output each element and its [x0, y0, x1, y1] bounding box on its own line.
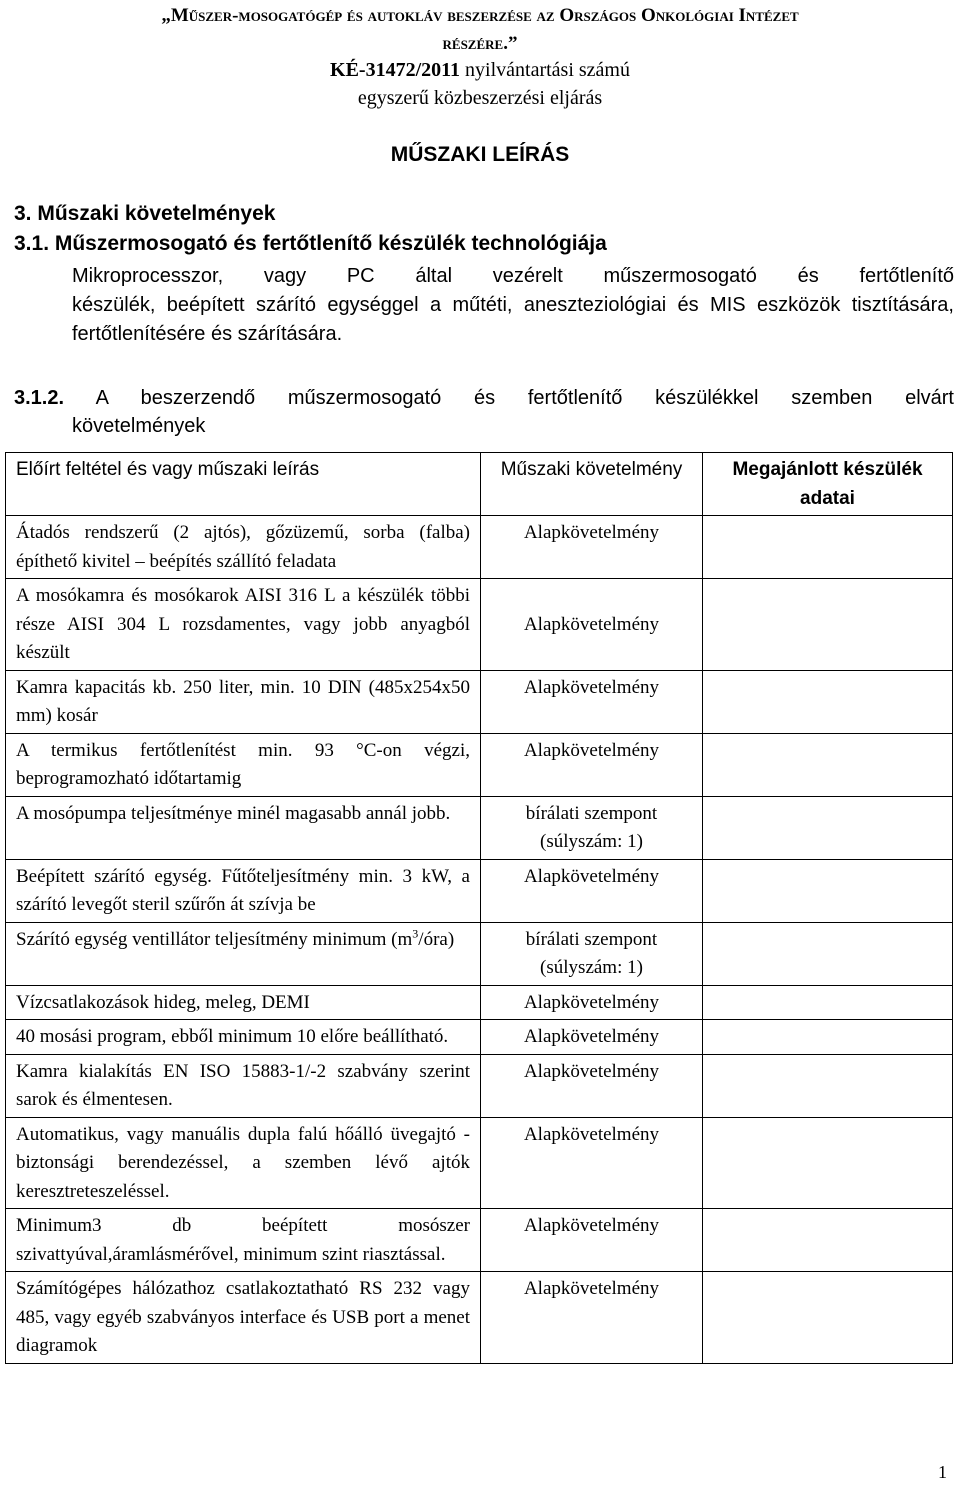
header-cell-condition: Előírt feltétel és vagy műszaki leírás	[6, 453, 481, 516]
table-row	[6, 796, 953, 859]
table-row	[6, 670, 953, 733]
row-offer[interactable]	[703, 1272, 953, 1364]
row-requirement: Alapkövetelmény	[481, 733, 703, 796]
reference-number: KÉ-31472/2011	[330, 59, 461, 81]
row-offer[interactable]	[703, 516, 953, 579]
table-row	[6, 1020, 953, 1055]
table-row	[6, 859, 953, 922]
table-header-row	[6, 453, 953, 516]
row-offer[interactable]	[703, 985, 953, 1020]
row-offer[interactable]	[703, 579, 953, 671]
row-requirement: Alapkövetelmény	[481, 1054, 703, 1117]
row-requirement: bírálati szempont (súlyszám: 1)	[481, 922, 703, 985]
header-reference	[0, 56, 960, 85]
row-requirement: Alapkövetelmény	[481, 1209, 703, 1272]
section-title-line1: A beszerzendő műszermosogató és fertőtlenítő készülékkel szemben elvárt	[64, 387, 954, 409]
header-procedure: egyszerű közbeszerzési eljárás	[357, 87, 603, 109]
section-heading-3: 3. Műszaki követelmények	[14, 202, 276, 225]
document-header-title	[0, 2, 960, 58]
table-row	[6, 922, 953, 985]
paragraph-rest: készülék, beépített szárító egységgel a műtéti, aneszteziológiai és MIS eszközök tisztítására, fertőtlenítésére és szárítására.	[72, 294, 954, 345]
section-3-1-paragraph	[72, 262, 954, 349]
reference-suffix: nyilvántartási számú	[460, 59, 630, 81]
row-description: Minimum3 db beépített mosószer szivattyúval,áramlásmérővel, minimum szint riasztással.	[6, 1209, 481, 1272]
section-number: 3.1.2.	[14, 387, 65, 409]
row-description: Szárító egység ventillátor teljesítmény minimum $(m^3/óra)$	[6, 922, 481, 985]
table-row	[6, 1209, 953, 1272]
row-requirement: Alapkövetelmény	[481, 985, 703, 1020]
table-row	[6, 1054, 953, 1117]
row-description: 40 mosási program, ebből minimum 10 előre beállítható.	[6, 1020, 481, 1055]
row-description: A termikus fertőtlenítést min. 93 °C-on végzi, beprogramozható időtartamig	[6, 733, 481, 796]
row-offer[interactable]	[703, 1117, 953, 1209]
row-offer[interactable]	[703, 796, 953, 859]
table-row	[6, 1117, 953, 1209]
requirements-table	[5, 452, 953, 1364]
row-description: Vízcsatlakozások hideg, meleg, DEMI	[6, 985, 481, 1020]
table-row	[6, 579, 953, 671]
row-description: Kamra kapacitás kb. 250 liter, min. 10 DIN (485x254x50 mm) kosár	[6, 670, 481, 733]
row-description: Automatikus, vagy manuális dupla falú hőálló üvegajtó - biztonsági berendezéssel, a szemben lévő ajtók keresztreteszeléssel.	[6, 1117, 481, 1209]
section-heading-3-1-2	[14, 384, 954, 440]
row-description: Számítógépes hálózathoz csatlakoztatható RS 232 vagy 485, vagy egyéb szabványos interface és USB port a menet diagramok	[6, 1272, 481, 1364]
row-description: A mosópumpa teljesítménye minél magasabb annál jobb.	[6, 796, 481, 859]
row-requirement: Alapkövetelmény	[481, 1117, 703, 1209]
table-row	[6, 985, 953, 1020]
row-description: Átadós rendszerű (2 ajtós), gőzüzemű, sorba (falba) építhető kivitel – beépítés szállító feladata	[6, 516, 481, 579]
row-description: A mosókamra és mosókarok AISI 316 L a készülék többi része AISI 304 L rozsdamentes, vagy jobb anyagból készült	[6, 579, 481, 671]
row-offer[interactable]	[703, 922, 953, 985]
row-offer[interactable]	[703, 859, 953, 922]
row-requirement: Alapkövetelmény	[481, 1020, 703, 1055]
section-title-line2: követelmények	[72, 415, 206, 437]
header-title-line2: részére.”	[442, 33, 518, 54]
header-cell-offer: Megajánlott készülék adatai	[703, 453, 953, 516]
row-requirement: Alapkövetelmény	[481, 1272, 703, 1364]
header-cell-requirement: Műszaki követelmény	[481, 453, 703, 516]
table-row	[6, 733, 953, 796]
row-offer[interactable]	[703, 1054, 953, 1117]
row-requirement: Alapkövetelmény	[481, 579, 703, 671]
row-offer[interactable]	[703, 733, 953, 796]
row-requirement: Alapkövetelmény	[481, 670, 703, 733]
row-requirement: Alapkövetelmény	[481, 516, 703, 579]
row-offer[interactable]	[703, 1209, 953, 1272]
row-description: Beépített szárító egység. Fűtőteljesítmény min. 3 kW, a szárító levegőt steril szűrőn át szívja be	[6, 859, 481, 922]
row-requirement: Alapkövetelmény	[481, 859, 703, 922]
paragraph-line1: Mikroprocesszor, vagy PC által vezérelt műszermosogató és fertőtlenítő	[72, 265, 954, 287]
page-title: MŰSZAKI LEÍRÁS	[390, 143, 570, 166]
header-title-line1: „Műszer-mosogatógép és autokláv beszerzése az Országos Onkológiai Intézet	[161, 5, 799, 26]
row-offer[interactable]	[703, 1020, 953, 1055]
row-offer[interactable]	[703, 670, 953, 733]
table-row	[6, 1272, 953, 1364]
table-row	[6, 516, 953, 579]
row-description: Kamra kialakítás EN ISO 15883-1/-2 szabvány szerint sarok és élmentesen.	[6, 1054, 481, 1117]
section-heading-3-1: 3.1. Műszermosogató és fertőtlenítő készülék technológiája	[14, 232, 607, 255]
row-requirement: bírálati szempont (súlyszám: 1)	[481, 796, 703, 859]
page-number: 1	[938, 1462, 947, 1482]
